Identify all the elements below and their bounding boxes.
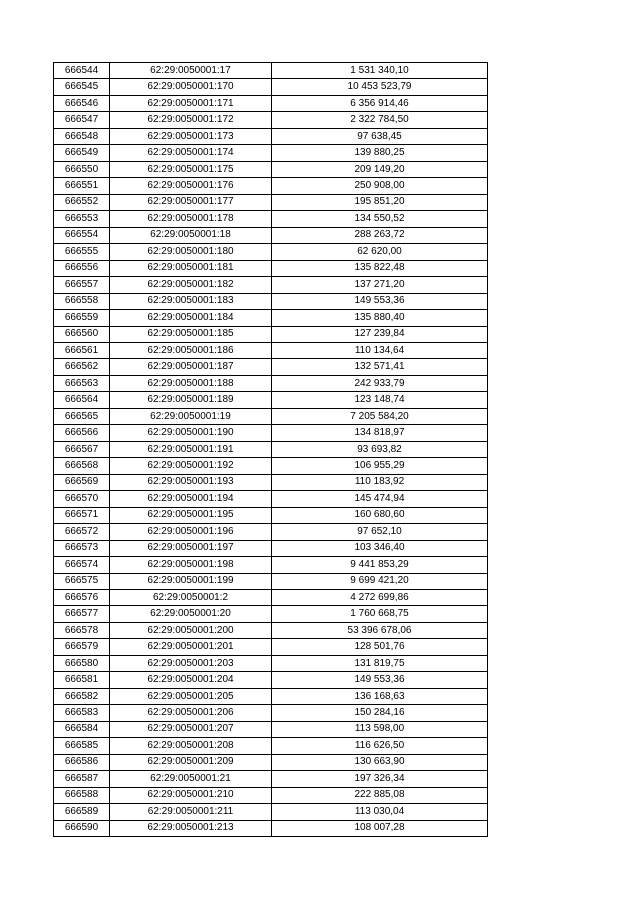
cadastral-value-cell: 137 271,20 (272, 277, 488, 293)
table-row (54, 804, 488, 820)
cadastral-value-cell: 242 933,79 (272, 375, 488, 391)
table-row (54, 655, 488, 671)
cadastral-number-cell: 62:29:0050001:172 (110, 112, 272, 128)
table-row (54, 557, 488, 573)
row-number-cell: 666570 (54, 491, 110, 507)
cadastral-number-cell: 62:29:0050001:183 (110, 293, 272, 309)
cadastral-value-cell: 134 550,52 (272, 211, 488, 227)
row-number-cell: 666583 (54, 705, 110, 721)
row-number-cell: 666588 (54, 787, 110, 803)
cadastral-number-cell: 62:29:0050001:193 (110, 474, 272, 490)
cadastral-value-cell: 288 263,72 (272, 227, 488, 243)
table-row (54, 721, 488, 737)
cadastral-value-cell: 113 598,00 (272, 721, 488, 737)
table-row (54, 128, 488, 144)
table-row (54, 310, 488, 326)
table-row (54, 211, 488, 227)
cadastral-value-cell: 10 453 523,79 (272, 79, 488, 95)
cadastral-number-cell: 62:29:0050001:194 (110, 491, 272, 507)
table-row (54, 441, 488, 457)
row-number-cell: 666545 (54, 79, 110, 95)
row-number-cell: 666586 (54, 754, 110, 770)
cadastral-value-cell: 62 620,00 (272, 244, 488, 260)
cadastral-value-cell: 139 880,25 (272, 145, 488, 161)
row-number-cell: 666560 (54, 326, 110, 342)
cadastral-value-cell: 131 819,75 (272, 655, 488, 671)
cadastral-value-cell: 222 885,08 (272, 787, 488, 803)
cadastral-value-cell: 6 356 914,46 (272, 95, 488, 111)
cadastral-number-cell: 62:29:0050001:203 (110, 655, 272, 671)
row-number-cell: 666551 (54, 178, 110, 194)
row-number-cell: 666584 (54, 721, 110, 737)
table-row (54, 145, 488, 161)
cadastral-value-cell: 127 239,84 (272, 326, 488, 342)
table-row (54, 606, 488, 622)
table-row (54, 244, 488, 260)
row-number-cell: 666590 (54, 820, 110, 836)
cadastral-number-cell: 62:29:0050001:211 (110, 804, 272, 820)
cadastral-number-cell: 62:29:0050001:197 (110, 540, 272, 556)
table-row (54, 573, 488, 589)
table-row (54, 458, 488, 474)
cadastral-number-cell: 62:29:0050001:181 (110, 260, 272, 276)
row-number-cell: 666557 (54, 277, 110, 293)
cadastral-number-cell: 62:29:0050001:206 (110, 705, 272, 721)
table-row (54, 771, 488, 787)
cadastral-number-cell: 62:29:0050001:195 (110, 507, 272, 523)
cadastral-value-cell: 116 626,50 (272, 738, 488, 754)
cadastral-number-cell: 62:29:0050001:20 (110, 606, 272, 622)
cadastral-value-cell: 132 571,41 (272, 359, 488, 375)
cadastral-number-cell: 62:29:0050001:207 (110, 721, 272, 737)
cadastral-value-cell: 135 822,48 (272, 260, 488, 276)
cadastral-number-cell: 62:29:0050001:209 (110, 754, 272, 770)
cadastral-number-cell: 62:29:0050001:210 (110, 787, 272, 803)
cadastral-number-cell: 62:29:0050001:189 (110, 392, 272, 408)
cadastral-number-cell: 62:29:0050001:186 (110, 342, 272, 358)
table-row (54, 787, 488, 803)
cadastral-value-cell: 1 531 340,10 (272, 63, 488, 79)
table-row (54, 672, 488, 688)
row-number-cell: 666565 (54, 408, 110, 424)
cadastral-number-cell: 62:29:0050001:187 (110, 359, 272, 375)
cadastral-number-cell: 62:29:0050001:175 (110, 161, 272, 177)
cadastral-value-cell: 97 652,10 (272, 524, 488, 540)
cadastral-number-cell: 62:29:0050001:17 (110, 63, 272, 79)
cadastral-value-cell: 250 908,00 (272, 178, 488, 194)
table-row (54, 277, 488, 293)
table-row (54, 326, 488, 342)
row-number-cell: 666549 (54, 145, 110, 161)
table-row (54, 359, 488, 375)
row-number-cell: 666571 (54, 507, 110, 523)
cadastral-number-cell: 62:29:0050001:196 (110, 524, 272, 540)
cadastral-number-cell: 62:29:0050001:190 (110, 425, 272, 441)
table-row (54, 63, 488, 79)
row-number-cell: 666587 (54, 771, 110, 787)
cadastral-number-cell: 62:29:0050001:171 (110, 95, 272, 111)
row-number-cell: 666553 (54, 211, 110, 227)
table-row (54, 408, 488, 424)
table-row (54, 622, 488, 638)
cadastral-number-cell: 62:29:0050001:184 (110, 310, 272, 326)
row-number-cell: 666574 (54, 557, 110, 573)
row-number-cell: 666566 (54, 425, 110, 441)
table-row (54, 227, 488, 243)
cadastral-number-cell: 62:29:0050001:199 (110, 573, 272, 589)
table-row (54, 754, 488, 770)
cadastral-number-cell: 62:29:0050001:2 (110, 590, 272, 606)
cadastral-value-table (53, 62, 488, 837)
cadastral-number-cell: 62:29:0050001:201 (110, 639, 272, 655)
row-number-cell: 666573 (54, 540, 110, 556)
row-number-cell: 666577 (54, 606, 110, 622)
cadastral-value-cell: 108 007,28 (272, 820, 488, 836)
row-number-cell: 666555 (54, 244, 110, 260)
table-row (54, 524, 488, 540)
cadastral-number-cell: 62:29:0050001:205 (110, 688, 272, 704)
table-row (54, 112, 488, 128)
cadastral-number-cell: 62:29:0050001:204 (110, 672, 272, 688)
cadastral-value-cell: 130 663,90 (272, 754, 488, 770)
cadastral-number-cell: 62:29:0050001:192 (110, 458, 272, 474)
cadastral-number-cell: 62:29:0050001:208 (110, 738, 272, 754)
cadastral-number-cell: 62:29:0050001:200 (110, 622, 272, 638)
table-body (54, 63, 488, 837)
cadastral-value-cell: 106 955,29 (272, 458, 488, 474)
table-row (54, 590, 488, 606)
row-number-cell: 666554 (54, 227, 110, 243)
table-row (54, 688, 488, 704)
cadastral-value-cell: 134 818,97 (272, 425, 488, 441)
cadastral-value-cell: 4 272 699,86 (272, 590, 488, 606)
row-number-cell: 666564 (54, 392, 110, 408)
table-row (54, 507, 488, 523)
row-number-cell: 666580 (54, 655, 110, 671)
cadastral-value-cell: 97 638,45 (272, 128, 488, 144)
cadastral-number-cell: 62:29:0050001:174 (110, 145, 272, 161)
cadastral-number-cell: 62:29:0050001:21 (110, 771, 272, 787)
cadastral-number-cell: 62:29:0050001:213 (110, 820, 272, 836)
row-number-cell: 666556 (54, 260, 110, 276)
cadastral-value-cell: 9 441 853,29 (272, 557, 488, 573)
table-row (54, 474, 488, 490)
table-row (54, 375, 488, 391)
cadastral-value-cell: 160 680,60 (272, 507, 488, 523)
row-number-cell: 666562 (54, 359, 110, 375)
cadastral-number-cell: 62:29:0050001:185 (110, 326, 272, 342)
cadastral-value-cell: 1 760 668,75 (272, 606, 488, 622)
row-number-cell: 666569 (54, 474, 110, 490)
table-row (54, 639, 488, 655)
table-row (54, 705, 488, 721)
row-number-cell: 666579 (54, 639, 110, 655)
row-number-cell: 666582 (54, 688, 110, 704)
cadastral-value-cell: 145 474,94 (272, 491, 488, 507)
row-number-cell: 666546 (54, 95, 110, 111)
table-row (54, 425, 488, 441)
cadastral-value-cell: 9 699 421,20 (272, 573, 488, 589)
cadastral-value-cell: 103 346,40 (272, 540, 488, 556)
cadastral-value-cell: 110 183,92 (272, 474, 488, 490)
row-number-cell: 666578 (54, 622, 110, 638)
row-number-cell: 666581 (54, 672, 110, 688)
cadastral-number-cell: 62:29:0050001:180 (110, 244, 272, 260)
row-number-cell: 666575 (54, 573, 110, 589)
cadastral-value-cell: 209 149,20 (272, 161, 488, 177)
table-row (54, 260, 488, 276)
row-number-cell: 666561 (54, 342, 110, 358)
cadastral-value-cell: 135 880,40 (272, 310, 488, 326)
cadastral-value-cell: 53 396 678,06 (272, 622, 488, 638)
table-row (54, 194, 488, 210)
cadastral-value-cell: 113 030,04 (272, 804, 488, 820)
cadastral-value-cell: 7 205 584,20 (272, 408, 488, 424)
row-number-cell: 666563 (54, 375, 110, 391)
cadastral-value-cell: 197 326,34 (272, 771, 488, 787)
row-number-cell: 666576 (54, 590, 110, 606)
cadastral-value-cell: 149 553,36 (272, 672, 488, 688)
table-row (54, 491, 488, 507)
cadastral-number-cell: 62:29:0050001:176 (110, 178, 272, 194)
table-row (54, 178, 488, 194)
cadastral-number-cell: 62:29:0050001:198 (110, 557, 272, 573)
cadastral-value-cell: 136 168,63 (272, 688, 488, 704)
cadastral-number-cell: 62:29:0050001:178 (110, 211, 272, 227)
cadastral-number-cell: 62:29:0050001:191 (110, 441, 272, 457)
row-number-cell: 666552 (54, 194, 110, 210)
cadastral-value-cell: 149 553,36 (272, 293, 488, 309)
table-row (54, 392, 488, 408)
row-number-cell: 666558 (54, 293, 110, 309)
table-row (54, 95, 488, 111)
row-number-cell: 666568 (54, 458, 110, 474)
table-row (54, 79, 488, 95)
row-number-cell: 666550 (54, 161, 110, 177)
row-number-cell: 666547 (54, 112, 110, 128)
row-number-cell: 666544 (54, 63, 110, 79)
cadastral-number-cell: 62:29:0050001:173 (110, 128, 272, 144)
cadastral-number-cell: 62:29:0050001:177 (110, 194, 272, 210)
row-number-cell: 666589 (54, 804, 110, 820)
row-number-cell: 666567 (54, 441, 110, 457)
cadastral-value-cell: 2 322 784,50 (272, 112, 488, 128)
table-row (54, 342, 488, 358)
cadastral-value-cell: 128 501,76 (272, 639, 488, 655)
row-number-cell: 666585 (54, 738, 110, 754)
cadastral-value-cell: 123 148,74 (272, 392, 488, 408)
table-row (54, 738, 488, 754)
cadastral-number-cell: 62:29:0050001:182 (110, 277, 272, 293)
cadastral-number-cell: 62:29:0050001:18 (110, 227, 272, 243)
cadastral-value-cell: 195 851,20 (272, 194, 488, 210)
table-row (54, 820, 488, 836)
table-row (54, 293, 488, 309)
row-number-cell: 666559 (54, 310, 110, 326)
table-row (54, 161, 488, 177)
table-row (54, 540, 488, 556)
cadastral-number-cell: 62:29:0050001:170 (110, 79, 272, 95)
row-number-cell: 666548 (54, 128, 110, 144)
row-number-cell: 666572 (54, 524, 110, 540)
cadastral-value-cell: 110 134,64 (272, 342, 488, 358)
cadastral-value-cell: 93 693,82 (272, 441, 488, 457)
cadastral-value-cell: 150 284,16 (272, 705, 488, 721)
cadastral-number-cell: 62:29:0050001:188 (110, 375, 272, 391)
cadastral-number-cell: 62:29:0050001:19 (110, 408, 272, 424)
